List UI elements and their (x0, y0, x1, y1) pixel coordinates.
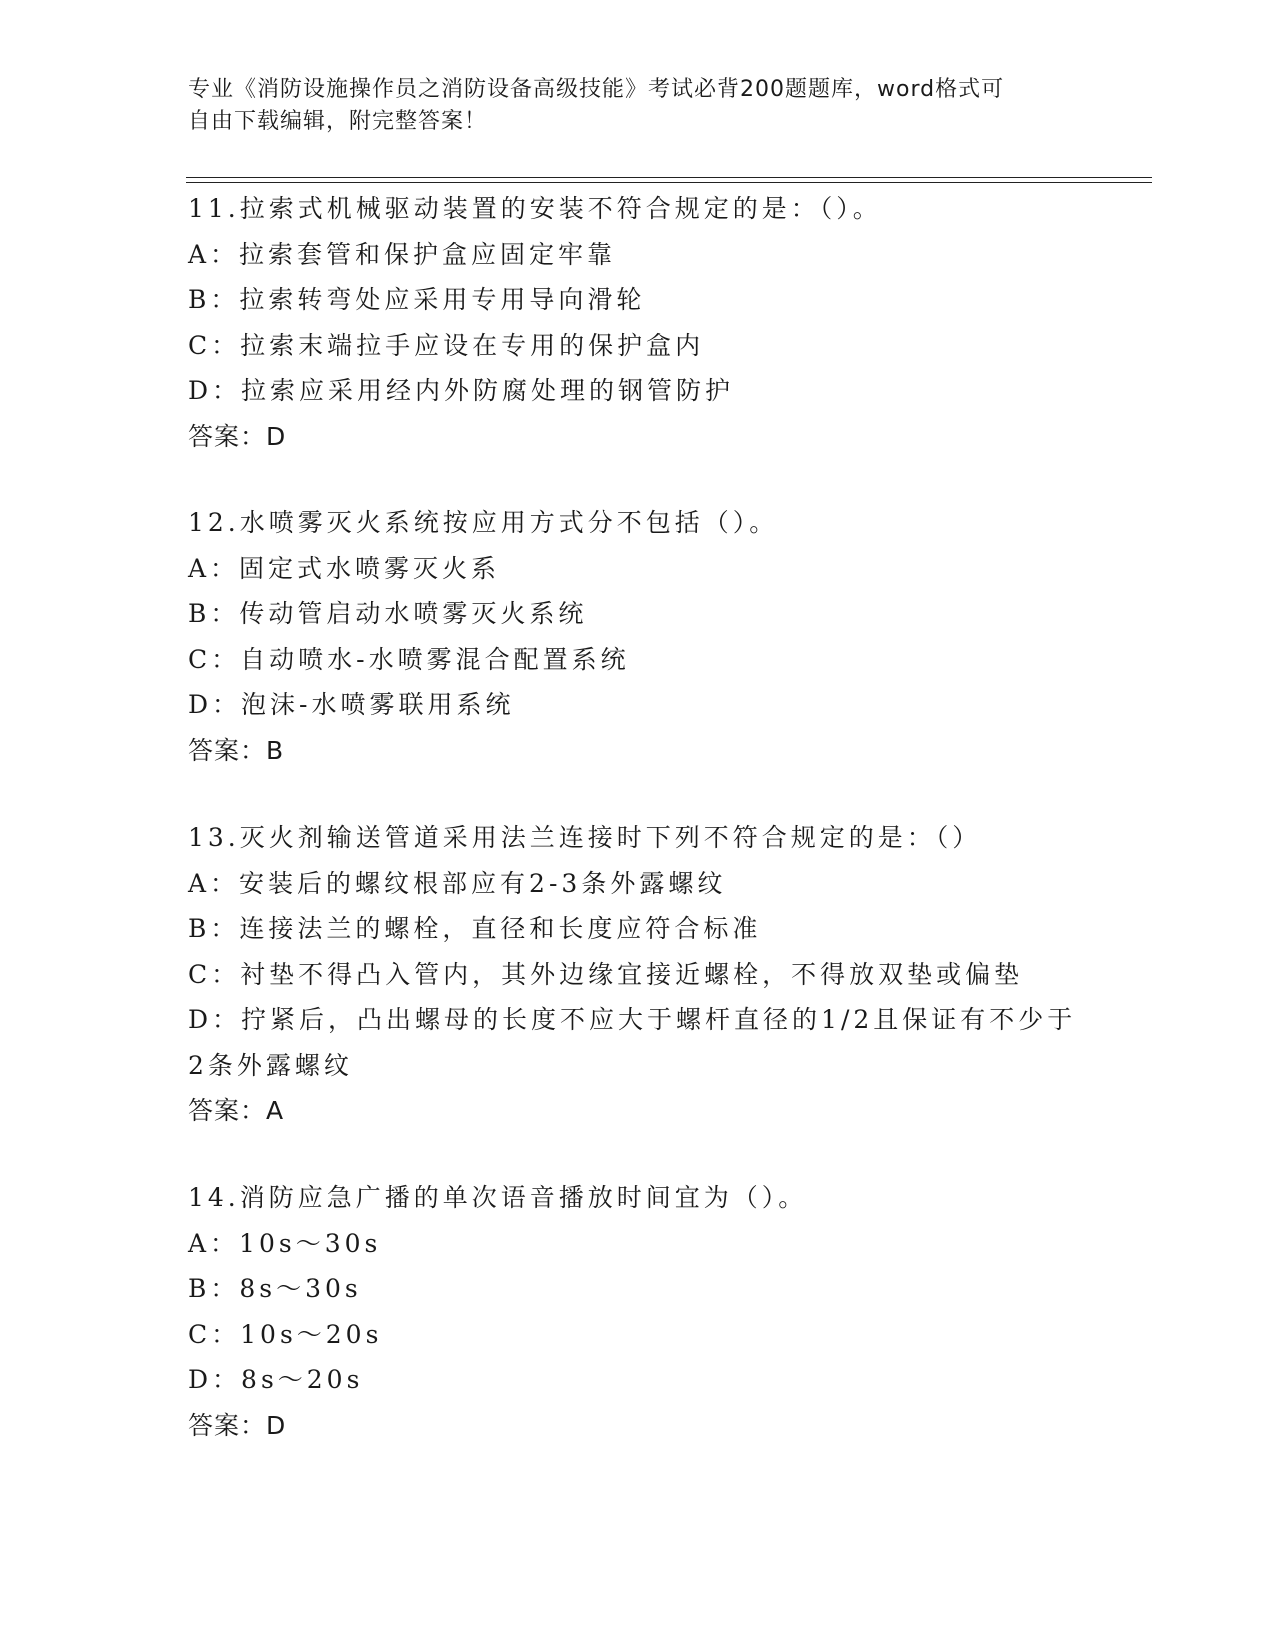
option-b: B：传动管启动水喷雾灭火系统 (188, 599, 588, 628)
option-c: C：衬垫不得凸入管内，其外边缘宜接近螺栓，不得放双垫或偏垫 (188, 959, 1024, 989)
option-d: D：8s～20s (188, 1365, 364, 1394)
question-13 (188, 815, 1088, 1134)
question-stem: 14.消防应急广播的单次语音播放时间宜为（）。 (188, 1183, 808, 1212)
option-a: A：拉索套管和保护盒应固定牢靠 (188, 239, 617, 269)
option-b: B：8s～30s (188, 1274, 362, 1303)
option-c: C：拉索末端拉手应设在专用的保护盒内 (188, 330, 705, 360)
option-d: D：拉索应采用经内外防腐处理的钢管防护 (188, 376, 735, 405)
answer-label: 答案：D (188, 421, 287, 451)
option-b: B：连接法兰的螺栓，直径和长度应符合标准 (188, 914, 762, 943)
question-12 (188, 500, 1088, 773)
option-b: B：拉索转弯处应采用专用导向滑轮 (188, 285, 646, 314)
header-line-1: 专业《消防设施操作员之消防设备高级技能》考试必背200题题库，word格式可 (188, 77, 1005, 102)
question-14 (188, 1175, 1088, 1448)
answer-label: 答案：B (188, 735, 285, 765)
option-a: A：10s～30s (188, 1228, 382, 1258)
option-c: C：自动喷水-水喷雾混合配置系统 (188, 644, 630, 674)
option-d: D：泡沫-水喷雾联用系统 (188, 690, 515, 719)
header-line-2: 自由下载编辑，附完整答案！ (188, 109, 488, 134)
option-c: C：10s～20s (188, 1319, 383, 1349)
header-divider-top (186, 177, 1152, 178)
answer-label: 答案：A (188, 1096, 285, 1125)
option-d: D：拧紧后，凸出螺母的长度不应大于螺杆直径的1/2且保证有不少于 (188, 1005, 1077, 1034)
option-d-continued: 2条外露螺纹 (188, 1050, 353, 1080)
option-a: A：安装后的螺纹根部应有2-3条外露螺纹 (188, 868, 727, 898)
answer-label: 答案：D (188, 1410, 287, 1440)
question-stem: 13.灭火剂输送管道采用法兰连接时下列不符合规定的是：（） (188, 823, 982, 852)
question-stem: 11.拉索式机械驱动装置的安装不符合规定的是：（）。 (188, 194, 882, 223)
question-stem: 12.水喷雾灭火系统按应用方式分不包括（）。 (188, 508, 779, 537)
option-a: A：固定式水喷雾灭火系 (188, 553, 501, 583)
header-divider-bottom (186, 182, 1152, 183)
question-11 (188, 186, 1088, 459)
document-header (188, 74, 1088, 138)
